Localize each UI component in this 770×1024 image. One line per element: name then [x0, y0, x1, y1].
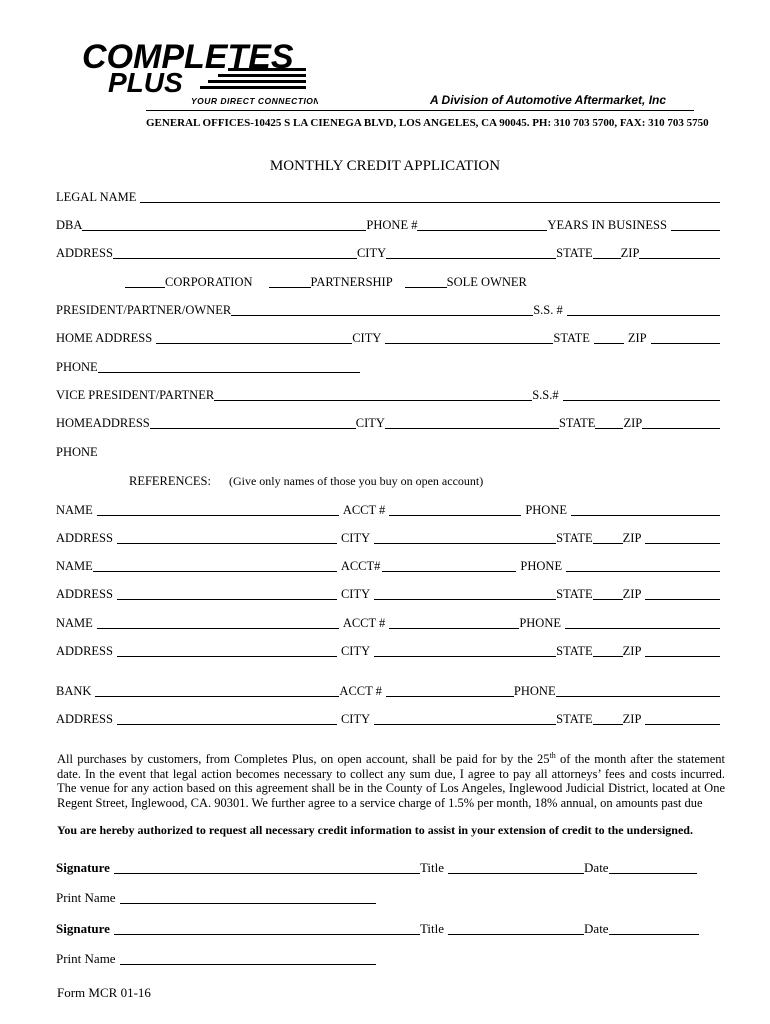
state-label: STATE [556, 644, 593, 658]
partnership-checkbox[interactable] [269, 276, 311, 288]
city-label: CITY [356, 246, 387, 260]
print-name-field[interactable] [120, 892, 376, 904]
name-label: NAME [56, 503, 93, 517]
state-field[interactable] [593, 532, 623, 544]
city-label: CITY [340, 644, 371, 658]
zip-field[interactable] [645, 713, 720, 725]
signature-label: Signature [56, 860, 110, 875]
bank-label: BANK [56, 684, 92, 698]
corporation-checkbox[interactable] [125, 276, 165, 288]
ss-label: S.S.# [532, 388, 559, 402]
reference-1-address-row [56, 530, 720, 546]
date-label: Date [584, 860, 609, 875]
city-field[interactable] [374, 713, 556, 725]
address-field[interactable] [117, 532, 337, 544]
zip-label: ZIP [622, 531, 642, 545]
city-label: CITY [352, 331, 382, 345]
city-label: CITY [340, 531, 371, 545]
vice-president-row [56, 387, 720, 403]
address-field[interactable] [117, 588, 337, 600]
title-label: Title [419, 921, 445, 936]
reference-3-name-row [56, 615, 720, 631]
terms-paragraph [57, 752, 725, 810]
president-label: PRESIDENT/PARTNER/OWNER [56, 303, 232, 317]
phone-label: PHONE [56, 360, 98, 374]
president-row [56, 302, 720, 318]
name-field[interactable] [97, 504, 339, 516]
zip-field[interactable] [642, 417, 720, 429]
phone-field[interactable] [417, 219, 547, 231]
title-field[interactable] [448, 862, 584, 874]
dba-field[interactable] [82, 219, 366, 231]
acct-field[interactable] [389, 617, 519, 629]
city-field[interactable] [385, 332, 553, 344]
zip-label: ZIP [622, 712, 642, 726]
bank-row [56, 683, 720, 699]
bank-field[interactable] [95, 685, 339, 697]
terms-text-part2: of the month after the statement date. In the event that legal action becomes necessary to collect any sum due, I agree to pay all attorneys’ fees and costs incurred. The venue for any action based on this agreement shall be in the County of Los Angeles, Inglewood Judicial District, located at One Regent Street, Inglewood, CA. 90301. We further agree to a service charge of 1.5% per month, 18% annual, on amounts past due [57, 752, 725, 810]
address-label: ADDRESS [56, 712, 113, 726]
state-label: STATE [556, 587, 593, 601]
city-field[interactable] [374, 645, 556, 657]
zip-field[interactable] [645, 532, 720, 544]
general-offices-text: GENERAL OFFICES-10425 S LA CIENEGA BLVD, LOS ANGELES, CA 90045. PH: 310 703 5700, FAX: 310 703 5750 [146, 117, 709, 129]
partnership-label: PARTNERSHIP [310, 275, 393, 289]
city-field[interactable] [385, 417, 559, 429]
city-label: CITY [340, 587, 371, 601]
zip-field[interactable] [645, 645, 720, 657]
state-label: STATE [556, 712, 593, 726]
print-name-label: Print Name [56, 890, 116, 905]
dba-row [56, 217, 720, 233]
date-field[interactable] [609, 923, 699, 935]
name-label: NAME [56, 616, 93, 630]
reference-2-name-row [56, 558, 720, 574]
name-field[interactable] [93, 560, 337, 572]
legal-name-label: LEGAL NAME [56, 190, 137, 204]
phone-row [56, 359, 360, 375]
address-label: ADDRESS [56, 644, 113, 658]
phone-field[interactable] [566, 560, 720, 572]
legal-name-row [56, 189, 720, 205]
date-label: Date [584, 921, 609, 936]
signature-field[interactable] [114, 923, 420, 935]
form-number: Form MCR 01-16 [57, 985, 151, 1000]
state-field[interactable] [593, 588, 623, 600]
homeaddress-field[interactable] [150, 417, 356, 429]
sole-owner-label: SOLE OWNER [446, 275, 527, 289]
signature-field[interactable] [114, 862, 420, 874]
state-label: STATE [556, 246, 593, 260]
acct-label: ACCT # [342, 616, 386, 630]
address-field[interactable] [113, 247, 357, 259]
authorization-statement: You are hereby authorized to request all necessary credit information to assist in your extension of credit to the undersigned. [57, 823, 693, 837]
zip-label: ZIP [623, 416, 643, 430]
print-name-row-1 [56, 890, 376, 906]
zip-label: ZIP [620, 246, 640, 260]
phone-label: PHONE [520, 559, 563, 573]
reference-3-address-row [56, 643, 720, 659]
bank-address-row [56, 711, 720, 727]
logo-text-plus: PLUS [108, 67, 183, 98]
address-field[interactable] [117, 713, 337, 725]
ss-label: S.S. # [533, 303, 563, 317]
acct-field[interactable] [382, 560, 516, 572]
phone-label: PHONE [56, 445, 98, 459]
state-field[interactable] [595, 417, 623, 429]
references-row [129, 473, 569, 489]
state-field[interactable] [593, 247, 621, 259]
terms-superscript: th [549, 750, 556, 760]
address-field[interactable] [117, 645, 337, 657]
address-label: ADDRESS [56, 531, 113, 545]
city-field[interactable] [374, 588, 556, 600]
legal-name-field[interactable] [140, 191, 720, 203]
state-label: STATE [558, 416, 596, 430]
home-address-row [56, 330, 720, 346]
reference-1-name-row [56, 502, 720, 518]
zip-field[interactable] [651, 332, 720, 344]
address-row [56, 245, 720, 261]
zip-field[interactable] [639, 247, 720, 259]
division-text: A Division of Automotive Aftermarket, Inc [430, 93, 667, 107]
terms-text-part1: All purchases by customers, from Completes Plus, on open account, shall be paid for by the 25 [57, 752, 550, 766]
homeaddress-label: HOMEADDRESS [56, 416, 150, 430]
acct-field[interactable] [386, 685, 514, 697]
phone-field[interactable] [556, 685, 720, 697]
vice-president-field[interactable] [214, 389, 532, 401]
logo-text-completes: COMPLETES [82, 38, 294, 76]
name-field[interactable] [97, 617, 339, 629]
acct-label: ACCT# [340, 559, 381, 573]
state-label: STATE [556, 531, 593, 545]
references-label: REFERENCES: [129, 474, 211, 488]
reference-2-address-row [56, 586, 720, 602]
city-label: CITY [355, 416, 385, 430]
date-field[interactable] [609, 862, 697, 874]
address-label: ADDRESS [56, 246, 113, 260]
phone-field[interactable] [571, 504, 720, 516]
zip-label: ZIP [622, 587, 642, 601]
signature-row-1 [56, 860, 720, 876]
phone-label: PHONE [525, 503, 567, 517]
acct-label: ACCT # [342, 503, 386, 517]
state-field[interactable] [593, 713, 623, 725]
city-field[interactable] [386, 247, 556, 259]
name-label: NAME [56, 559, 93, 573]
print-name-row-2 [56, 951, 376, 967]
address-label: ADDRESS [56, 587, 113, 601]
references-note: (Give only names of those you buy on open account) [228, 474, 484, 488]
phone-field[interactable] [565, 617, 720, 629]
sole-owner-checkbox[interactable] [405, 276, 447, 288]
state-field[interactable] [593, 645, 623, 657]
phone-row-2 [56, 444, 256, 460]
print-name-field[interactable] [120, 953, 376, 965]
title-field[interactable] [448, 923, 584, 935]
phone-label: PHONE [519, 616, 561, 630]
home-address-field[interactable] [156, 332, 352, 344]
company-logo [78, 30, 318, 110]
signature-row-2 [56, 921, 720, 937]
ss-field[interactable] [567, 304, 720, 316]
logo-tagline: YOUR DIRECT CONNECTION [191, 96, 318, 106]
ss-field[interactable] [563, 389, 720, 401]
homeaddress-row [56, 415, 720, 431]
years-in-business-label: YEARS IN BUSINESS [547, 218, 667, 232]
zip-label: ZIP [622, 644, 642, 658]
title-label: Title [419, 860, 445, 875]
vice-president-label: VICE PRESIDENT/PARTNER [56, 388, 215, 402]
acct-field[interactable] [389, 504, 521, 516]
years-in-business-field[interactable] [671, 219, 720, 231]
dba-label: DBA [56, 218, 83, 232]
phone-field[interactable] [98, 361, 360, 373]
print-name-label: Print Name [56, 951, 116, 966]
state-field[interactable] [594, 332, 624, 344]
phone-label: PHONE [513, 684, 556, 698]
city-field[interactable] [374, 532, 556, 544]
zip-field[interactable] [645, 588, 720, 600]
corporation-label: CORPORATION [165, 275, 253, 289]
page-title: MONTHLY CREDIT APPLICATION [269, 158, 501, 174]
home-address-label: HOME ADDRESS [56, 331, 153, 345]
acct-label: ACCT # [339, 684, 382, 698]
business-type-row [125, 274, 545, 290]
city-label: CITY [340, 712, 371, 726]
phone-label: PHONE # [366, 218, 418, 232]
signature-label: Signature [56, 921, 110, 936]
state-label: STATE [553, 331, 590, 345]
zip-label: ZIP [627, 331, 647, 345]
president-field[interactable] [231, 304, 533, 316]
header-divider [146, 110, 694, 111]
